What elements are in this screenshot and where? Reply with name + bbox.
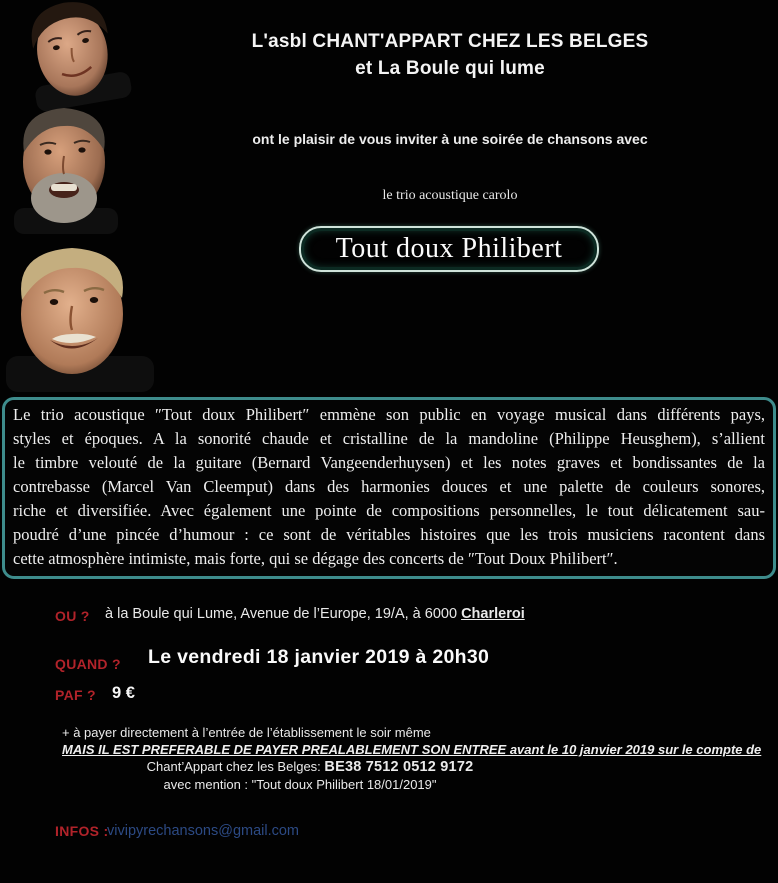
price-value: 9 € [112, 684, 135, 702]
venue-address [105, 606, 525, 622]
bank-account-line [0, 759, 620, 775]
description-line: styles et époques. A la sonorité chaude et cristalline de la mandoline (Philippe Heusghem), s’allient [13, 429, 765, 448]
payment-mention: avec mention : "Tout doux Philibert 18/01/2019" [163, 777, 437, 792]
band-name: Tout doux Philibert [335, 233, 563, 264]
venue-address-text: à la Boule qui Lume, Avenue de l’Europe, 19/A, à 6000 [105, 606, 462, 622]
bank-account-number: BE38 7512 0512 9172 [324, 759, 474, 775]
organizer-line-1: L'asbl CHANT'APPART CHEZ LES BELGES [251, 31, 649, 52]
infos-label: INFOS : [55, 823, 109, 839]
contact-email-link[interactable]: vivipyrechansons@gmail.com [107, 823, 300, 839]
price-label: PAF ? [55, 687, 96, 703]
when-label: QUAND ? [55, 656, 121, 672]
trio-tagline: le trio acoustique carolo [382, 188, 518, 203]
venue-city: Charleroi [461, 606, 525, 622]
payment-note: + à payer directement à l’entrée de l’établissement le soir même [62, 725, 431, 740]
event-date: Le vendredi 18 janvier 2019 à 20h30 [148, 646, 490, 668]
description-line: le timbre velouté de la guitare (Bernard Vangeenderhuysen) et les notes graves et bondissantes de la [13, 453, 765, 472]
invitation-text: ont le plaisir de vous inviter à une soirée de chansons avec [252, 131, 648, 147]
bank-account-holder: Chant’Appart chez les Belges: [146, 759, 325, 774]
description-line: riche et diversifiée. Avec également une pointe de compositions personnelles, le tout délicatement sau- [13, 501, 765, 520]
band-name-box [299, 226, 599, 272]
description-line: Le trio acoustique ″Tout doux Philibert″ emmène son public en voyage musical dans différents pays, [13, 405, 765, 424]
payment-warning: MAIS IL EST PREFERABLE DE PAYER PREALABLEMENT SON ENTREE avant le 10 janvier 2019 sur le compte de [62, 742, 762, 757]
organizer-line-2: et La Boule qui lume [355, 58, 545, 79]
description-paragraph [2, 397, 776, 579]
description-line: poudré d’une pincée d’humour : ce sont de véritables histoires que les trois musiciens racontent dans [13, 525, 765, 544]
description-line: cette atmosphère intimiste, mais forte, qui se dégage des concerts de ″Tout Doux Philibert″. [13, 549, 618, 568]
where-label: OU ? [55, 608, 90, 624]
description-line: contrebasse (Marcel Van Cleemput) dans des harmonies douces et une palette de couleurs sonores, [13, 477, 765, 496]
organizer-title [130, 28, 770, 82]
